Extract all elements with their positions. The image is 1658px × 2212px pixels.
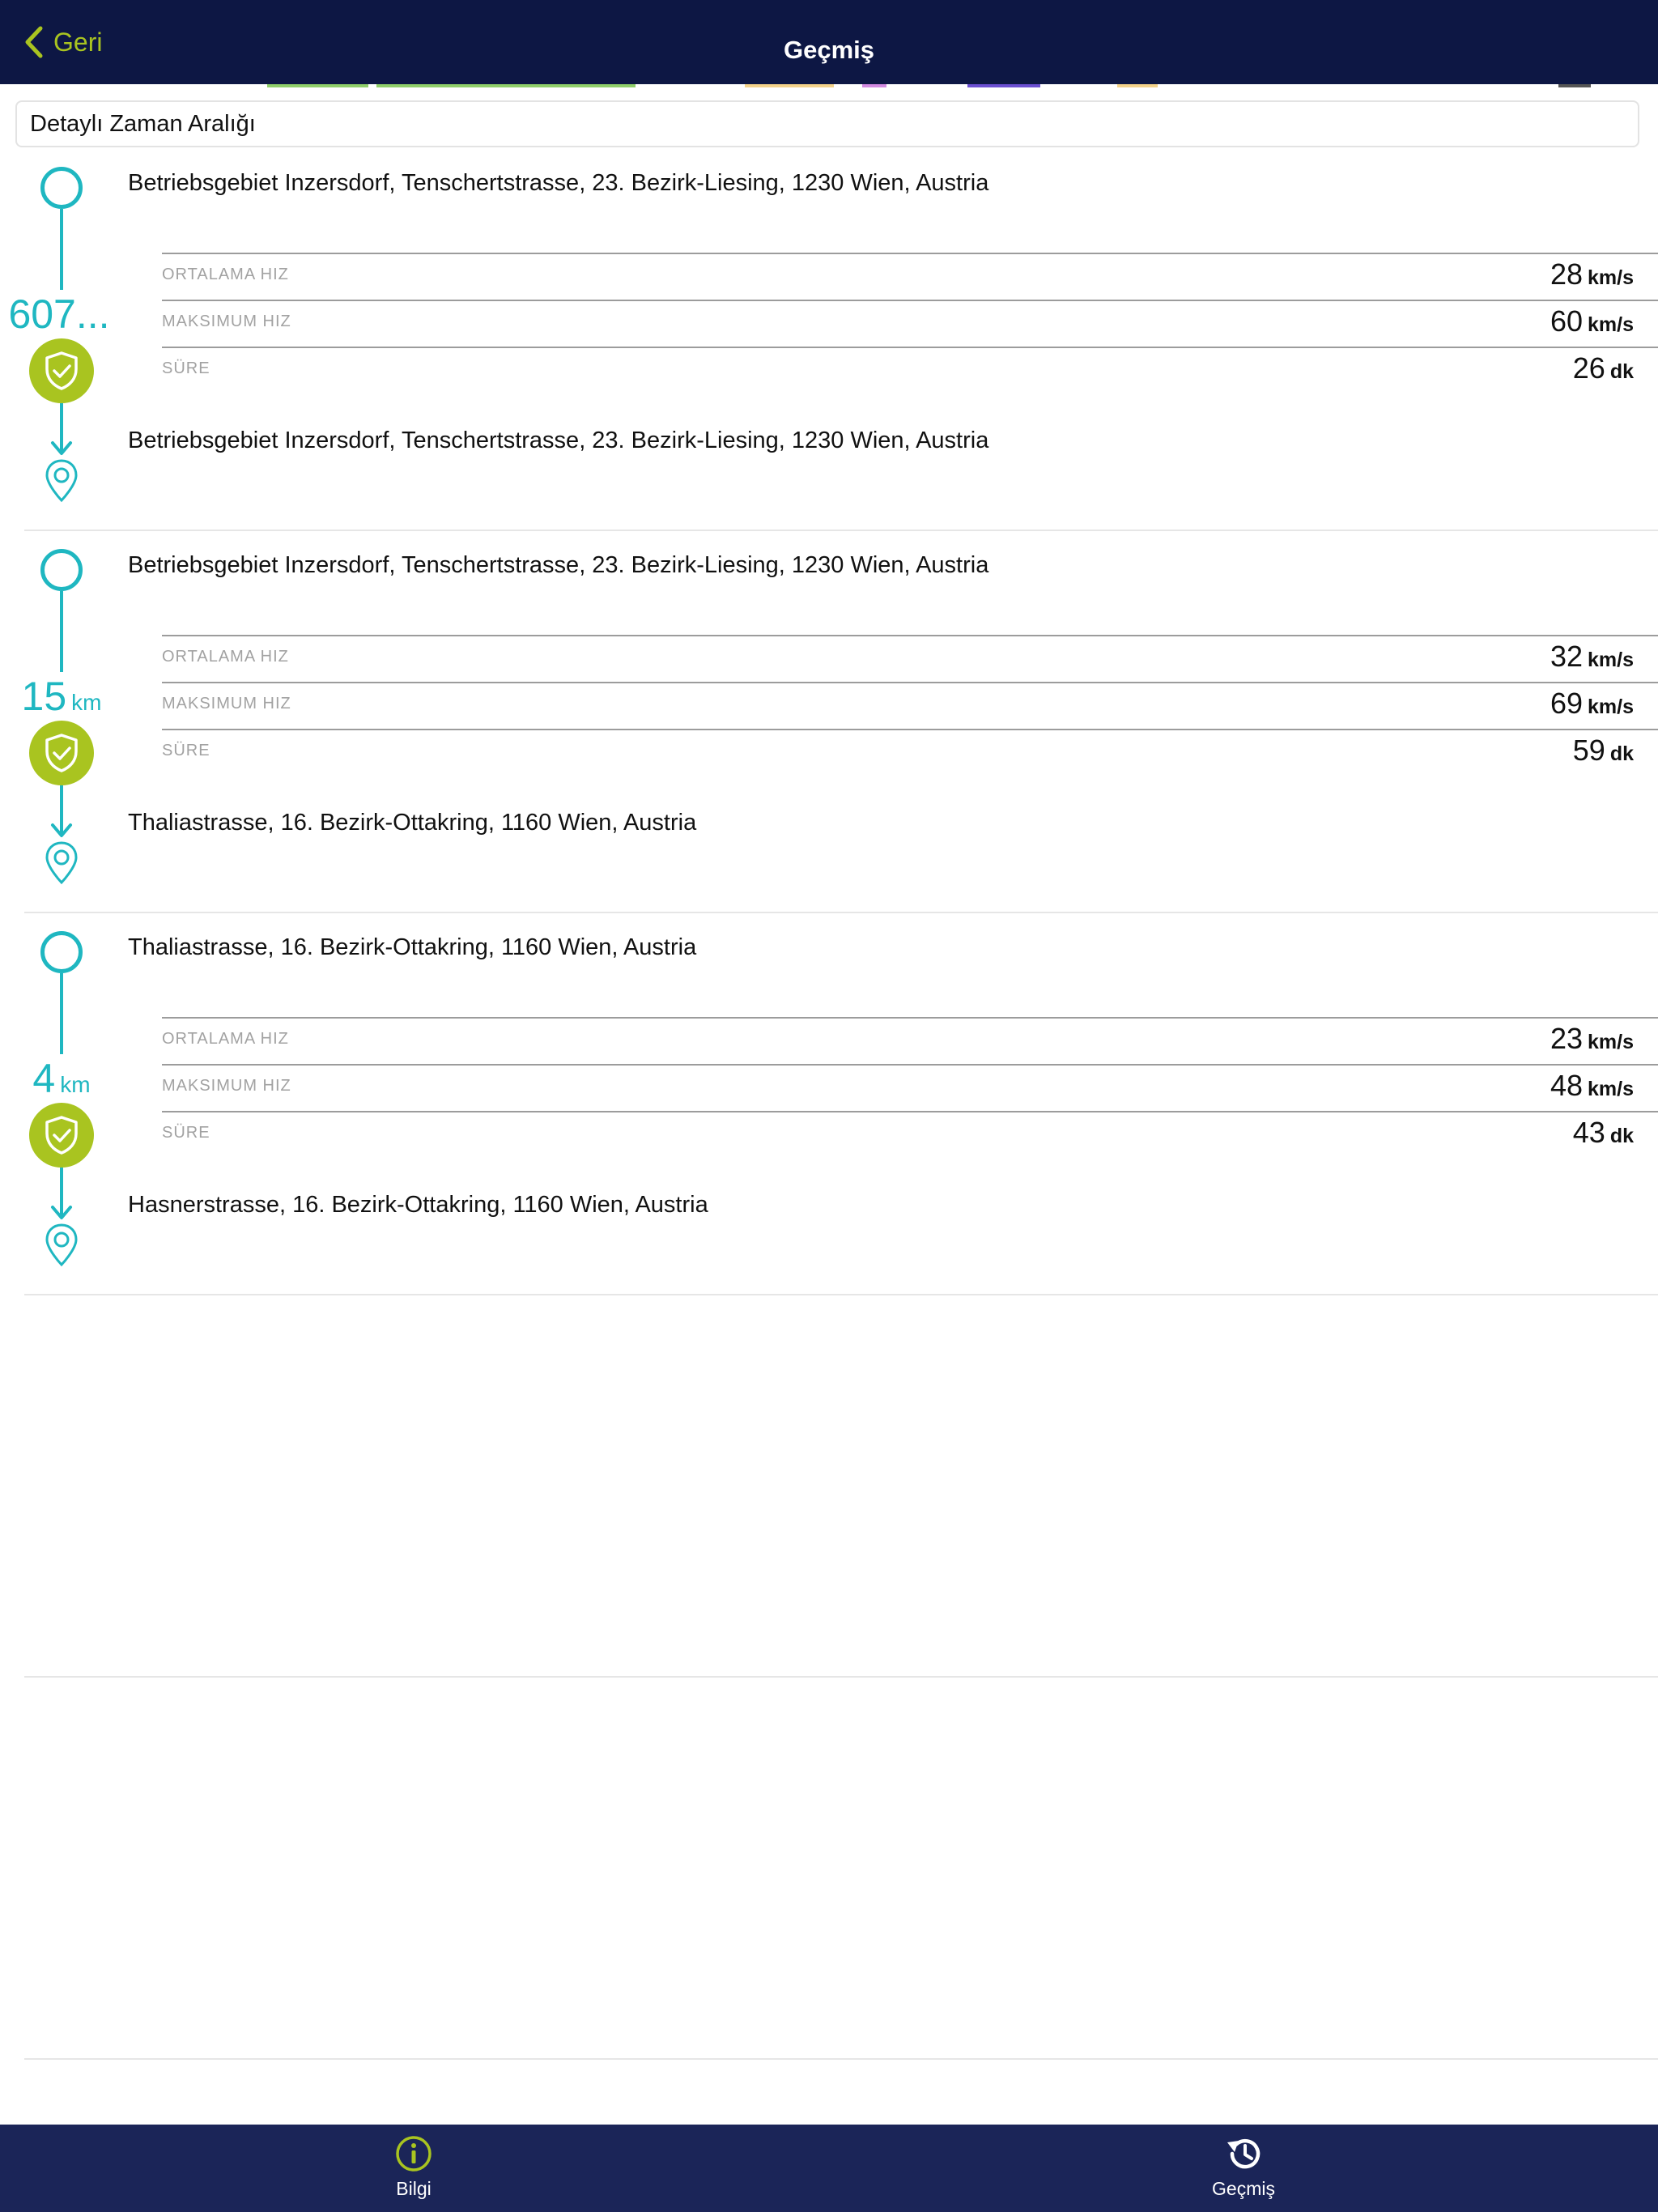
trip-stats — [162, 635, 1658, 776]
navigation-bar — [0, 0, 1658, 84]
map-preview-strip — [0, 84, 1658, 91]
info-icon — [393, 2133, 435, 2175]
end-address: Betriebsgebiet Inzersdorf, Tenschertstrasse, 23. Bezirk-Liesing, 1230 Wien, Austria — [128, 428, 989, 453]
trip-distance: 15 km — [21, 674, 102, 719]
stat-average-speed: ORTALAMA HIZ 32 km/s — [162, 635, 1658, 682]
start-address: Betriebsgebiet Inzersdorf, Tenschertstrasse, 23. Bezirk-Liesing, 1230 Wien, Austria — [128, 170, 989, 196]
start-point-icon — [40, 167, 83, 209]
stat-average-speed: ORTALAMA HIZ 23 km/s — [162, 1017, 1658, 1064]
stat-max-speed: MAKSIMUM HIZ 60 km/s — [162, 300, 1658, 347]
location-pin-icon — [44, 458, 79, 504]
timeline-line — [60, 973, 63, 1054]
start-point-icon — [40, 931, 83, 973]
trip-stats — [162, 253, 1658, 393]
trip-timeline — [0, 531, 130, 913]
row-divider — [24, 1294, 1658, 1295]
start-address: Thaliastrasse, 16. Bezirk-Ottakring, 1160 Wien, Austria — [128, 934, 697, 960]
shield-check-icon — [29, 338, 94, 403]
trip-distance: 607... — [8, 291, 110, 337]
trip-stats — [162, 1017, 1658, 1158]
tab-info[interactable]: Bilgi — [292, 2125, 535, 2212]
back-label: Geri — [53, 27, 103, 57]
arrow-down-icon — [50, 440, 73, 457]
row-divider — [24, 2058, 1658, 2060]
page-title: Geçmiş — [783, 36, 874, 65]
trip-timeline — [0, 149, 130, 531]
location-pin-icon — [44, 840, 79, 886]
timeline-line — [60, 591, 63, 672]
trip-distance: 4 km — [32, 1056, 91, 1101]
trip-row[interactable] — [0, 149, 1658, 531]
start-point-icon — [40, 549, 83, 591]
tab-history[interactable]: Geçmiş — [1122, 2125, 1365, 2212]
stat-duration: SÜRE 43 dk — [162, 1111, 1658, 1158]
timeline-line — [60, 209, 63, 290]
shield-check-icon — [29, 1103, 94, 1168]
stat-max-speed: MAKSIMUM HIZ 69 km/s — [162, 682, 1658, 729]
time-range-selector[interactable]: Detaylı Zaman Aralığı — [15, 100, 1639, 147]
stat-duration: SÜRE 26 dk — [162, 347, 1658, 393]
start-address: Betriebsgebiet Inzersdorf, Tenschertstrasse, 23. Bezirk-Liesing, 1230 Wien, Austria — [128, 552, 989, 578]
location-pin-icon — [44, 1223, 79, 1268]
trip-row[interactable] — [0, 913, 1658, 1295]
row-divider — [24, 1676, 1658, 1678]
stat-max-speed: MAKSIMUM HIZ 48 km/s — [162, 1064, 1658, 1111]
stat-average-speed: ORTALAMA HIZ 28 km/s — [162, 253, 1658, 300]
shield-check-icon — [29, 721, 94, 785]
arrow-down-icon — [50, 1205, 73, 1221]
stat-duration: SÜRE 59 dk — [162, 729, 1658, 776]
end-address: Thaliastrasse, 16. Bezirk-Ottakring, 1160 Wien, Austria — [128, 810, 697, 836]
end-address: Hasnerstrasse, 16. Bezirk-Ottakring, 1160 Wien, Austria — [128, 1192, 708, 1218]
trip-row[interactable] — [0, 531, 1658, 913]
tab-bar — [0, 2125, 1658, 2212]
arrow-down-icon — [50, 823, 73, 839]
trip-timeline — [0, 913, 130, 1295]
history-icon — [1222, 2133, 1265, 2175]
